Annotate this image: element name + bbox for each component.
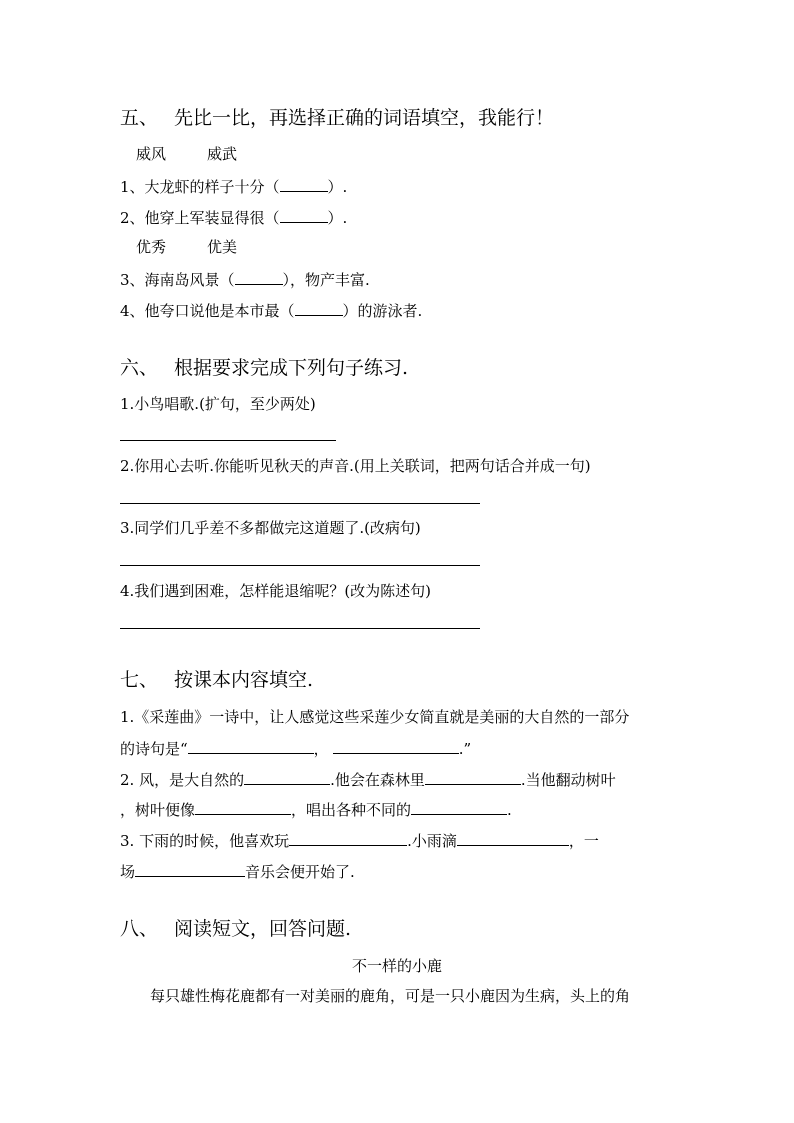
question-6-2: 2.你用心去听.你能听见秋天的声音.(用上关联词，把两句话合并成一句) xyxy=(120,457,591,475)
question-text: 3、海南岛风景（ xyxy=(120,271,235,289)
question-6-1: 1.小鸟唱歌.(扩句，至少两处) xyxy=(120,395,316,413)
question-text: ，一 xyxy=(568,832,599,850)
answer-line[interactable] xyxy=(120,503,480,504)
answer-blank[interactable] xyxy=(295,298,343,316)
story-title: 不一样的小鹿 xyxy=(351,957,442,975)
section-title: 阅读短文，回答问题. xyxy=(174,918,352,940)
answer-blank[interactable] xyxy=(411,797,507,815)
section-title: 按课本内容填空. xyxy=(174,669,314,691)
story-paragraph: 每只雄性梅花鹿都有一对美丽的鹿角，可是一只小鹿因为生病，头上的角 xyxy=(150,987,631,1005)
answer-blank[interactable] xyxy=(188,736,314,754)
answer-blank[interactable] xyxy=(289,828,407,846)
section-title: 先比一比，再选择正确的词语填空，我能行！ xyxy=(174,107,555,129)
question-7-2-line2 xyxy=(120,797,512,821)
question-text: ）. xyxy=(327,209,348,227)
answer-line[interactable] xyxy=(120,565,480,566)
section-8-heading xyxy=(120,916,351,942)
question-6-4: 4.我们遇到困难，怎样能退缩呢？(改为陈述句) xyxy=(120,582,432,600)
section-5-heading xyxy=(120,105,554,131)
answer-blank[interactable] xyxy=(333,736,459,754)
question-5-2 xyxy=(120,205,347,229)
question-text: 2. 风，是大自然的 xyxy=(120,771,245,789)
question-text: ，树叶便像 xyxy=(120,801,196,819)
word-option: 威风 xyxy=(136,145,167,163)
question-text: 场 xyxy=(120,863,136,881)
section-title: 根据要求完成下列句子练习. xyxy=(174,357,409,379)
answer-blank[interactable] xyxy=(244,767,330,785)
answer-blank[interactable] xyxy=(235,267,283,285)
answer-blank[interactable] xyxy=(280,205,328,223)
question-text: ）. xyxy=(327,178,348,196)
question-text: ）的游泳者. xyxy=(342,302,423,320)
question-text: 1、大龙虾的样子十分（ xyxy=(120,178,280,196)
question-text: 2、他穿上军装显得很（ xyxy=(120,209,280,227)
answer-blank[interactable] xyxy=(195,797,291,815)
section-number: 五、 xyxy=(120,107,159,129)
question-7-3-line1 xyxy=(120,828,599,852)
section-number: 八、 xyxy=(120,918,159,940)
question-text: ），物产丰富. xyxy=(282,271,370,289)
word-option: 威武 xyxy=(207,145,238,163)
question-text: .小雨滴 xyxy=(407,832,457,850)
section-number: 七、 xyxy=(120,669,159,691)
question-5-1 xyxy=(120,174,347,198)
question-7-3-line2 xyxy=(120,859,355,883)
question-text: .他会在森林里 xyxy=(330,771,425,789)
question-text: ，唱出各种不同的 xyxy=(291,801,412,819)
word-option: 优美 xyxy=(207,238,238,256)
question-text: 4、他夸口说他是本市最（ xyxy=(120,302,295,320)
answer-blank[interactable] xyxy=(135,859,245,877)
question-6-3: 3.同学们几乎差不多都做完这道题了.(改病句) xyxy=(120,519,421,537)
answer-blank[interactable] xyxy=(457,828,569,846)
answer-blank[interactable] xyxy=(425,767,521,785)
section-6-heading xyxy=(120,355,408,381)
question-7-2-line1 xyxy=(120,767,616,791)
answer-line[interactable] xyxy=(120,628,480,629)
question-text: 3. 下雨的时候，他喜欢玩 xyxy=(120,832,290,850)
section-number: 六、 xyxy=(120,357,159,379)
question-text: . xyxy=(507,801,512,819)
question-text: 音乐会便开始了. xyxy=(245,863,355,881)
section-7-heading xyxy=(120,667,313,693)
answer-blank[interactable] xyxy=(280,174,328,192)
question-7-1-line2 xyxy=(120,736,471,760)
word-pair-1 xyxy=(136,143,237,165)
question-5-4 xyxy=(120,298,422,322)
question-7-1-line1: 1.《采莲曲》一诗中，让人感觉这些采莲少女简直就是美丽的大自然的一部分 xyxy=(120,708,630,726)
answer-line[interactable] xyxy=(120,440,336,441)
question-text: 的诗句是“ xyxy=(120,740,188,758)
question-text: .” xyxy=(458,740,472,758)
question-5-3 xyxy=(120,267,370,291)
word-option: 优秀 xyxy=(136,238,167,256)
word-pair-2 xyxy=(136,236,237,258)
question-text: ， xyxy=(313,740,329,758)
question-text: .当他翻动树叶 xyxy=(520,771,616,789)
